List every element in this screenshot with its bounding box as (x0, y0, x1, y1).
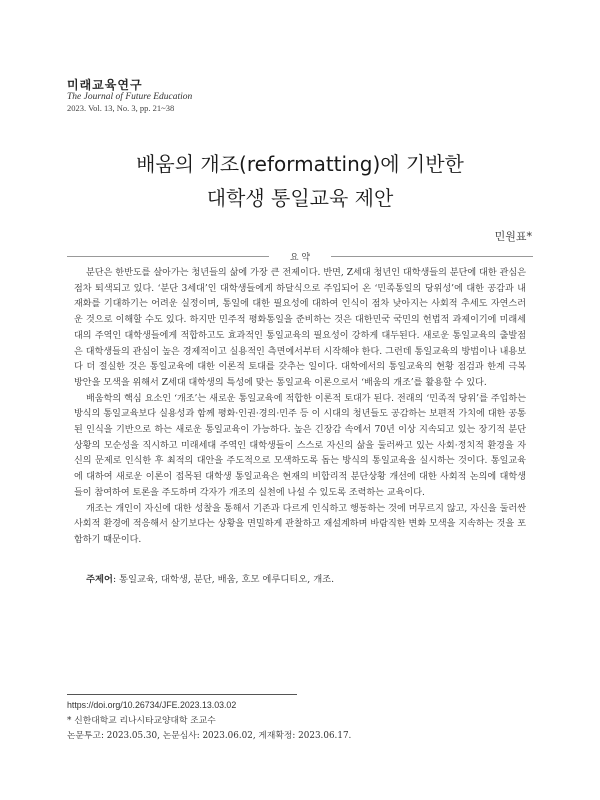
paper-title-line1: 배움의 개조(reformatting)에 기반한 (136, 152, 464, 176)
footnotes (67, 698, 351, 745)
abstract-label: 요 약 (289, 253, 311, 263)
footnote-divider (67, 694, 297, 695)
abstract-paragraph-1: 분단은 한반도를 살아가는 청년들의 삶에 가장 큰 전제이다. 반면, Z세대 청년인 대학생들의 분단에 대한 관심은 점차 퇴색되고 있다. ‘분단 3세대’인 대학생들에게 하달식으로 주입되어 온 ‘민족통일의 당위성’에 대한 공감과 내재화를 기대하기는 어려운 실정이며, 통일에 대한 필요성에 대하여 인식이 점차 낮아지는 사회적 추세도 자연스러운 것으로 이해할 수도 있다. 하지만 민주적 평화통일을 준비하는 것은 대한민국 국민의 헌법적 과제이기에 미래세대의 주역인 대학생들에게 적합하고도 효과적인 통일교육의 필요성이 강하게 대두된다. 새로운 통일교육의 출발점은 대학생들의 관심이 높은 경제적이고 실용적인 측면에서부터 시작해야 한다. 그런데 통일교육의 방법이나 내용보다 더 절실한 것은 통일교육에 대한 이론적 토대를 갖추는 일이다. 대학에서의 통일교육의 현황 점검과 한계 극복 방안을 모색을 위해서 Z세대 대학생의 특성에 맞는 통일교육 이론으로서 ‘배움의 개조’를 활용할 수 있다. (74, 268, 526, 388)
abstract-heading-rule-right (331, 256, 533, 257)
doi-link[interactable]: https://doi.org/10.26734/JFE.2023.13.03.02 (67, 700, 237, 710)
journal-korean-name: 미래교육연구 (67, 78, 143, 92)
author-affiliation: * 신한대학교 리나시타교양대학 조교수 (67, 715, 216, 726)
paper-title-line2: 대학생 통일교육 제안 (206, 186, 394, 210)
abstract-paragraph-2: 배움학의 핵심 요소인 ‘개조’는 새로운 통일교육에 적합한 이론적 토대가 된다. 전래의 ‘민족적 당위’를 주입하는 방식의 통일교육보다 실용성과 함께 평화·인권·경의·민주 등 이 시대의 청년들도 공감하는 보편적 가치에 대한 공통된 인식을 기반으로 하는 새로운 통일교육이 가능하다. 높은 긴장감 속에서 70년 이상 지속되고 있는 장기적 분단상황의 모순성을 직시하고 미래세대 주역인 대학생들이 스스로 자신의 삶을 둘러싸고 있는 사회·정치적 환경을 자신의 문제로 인식한 후 최적의 대안을 주도적으로 모색하도록 돕는 방식의 통일교육을 실시하는 것이다. 통일교육에 대하여 새로운 이론이 접목된 대학생 통일교육은 현재의 비합리적 분단상황 개선에 대한 사회적 논의에 대학생들이 참여하여 토론을 주도하며 각자가 개조의 실천에 나설 수 있도록 조력하는 교육이다. (74, 393, 526, 498)
journal-english-name: The Journal of Future Education (67, 92, 193, 102)
submission-dates: 논문투고: 2023.05.30, 논문심사: 2023.06.02, 게재확정: 2023.06.17. (67, 731, 352, 741)
abstract-body (74, 266, 526, 549)
keywords-label: 주제어 (86, 574, 113, 585)
keywords-text: : 통일교육, 대학생, 분단, 배움, 호모 에루디티오, 개조. (112, 574, 335, 585)
keywords (86, 571, 334, 585)
author-name: 민원표* (494, 230, 532, 243)
abstract-heading (67, 248, 533, 266)
journal-volume-info: 2023. Vol. 13, No. 3, pp. 21~38 (67, 103, 175, 113)
abstract-paragraph-3: 개조는 개인이 자신에 대한 성찰을 통해서 기존과 다르게 인식하고 행동하는 것에 머무르지 않고, 자신을 둘러싼 사회적 환경에 적응해서 살기보다는 상황을 면밀하게 관찰하고 재설계하며 바람직한 변화 모색을 지속하는 것을 포함하기 때문이다. (74, 503, 526, 545)
journal-header (67, 78, 192, 114)
